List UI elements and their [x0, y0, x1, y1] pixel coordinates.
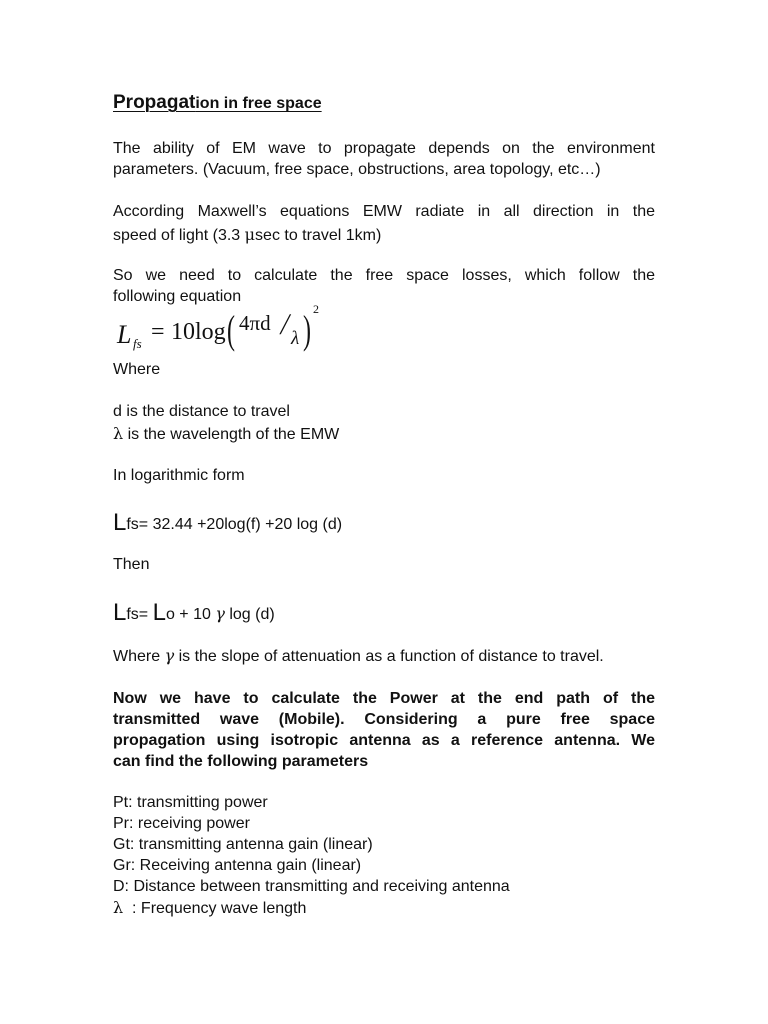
gamma-symbol: γ: [215, 604, 225, 623]
text-segment: is the slope of attenuation as a function of distance to travel.: [174, 648, 604, 665]
paragraph-line: transmitted wave (Mobile). Considering a pure free space: [113, 711, 655, 728]
gamma-definition: [113, 646, 604, 666]
list-item: D: Distance between transmitting and receiving antenna: [113, 878, 510, 895]
log-equation: [113, 509, 342, 537]
paragraph-losses: [113, 265, 655, 307]
list-item: Pt: transmitting power: [113, 794, 268, 811]
text-segment: fs=: [126, 606, 153, 623]
eq-left-paren: (: [227, 307, 235, 352]
eq-right-paren: ): [303, 307, 311, 352]
where-label: Where: [113, 361, 161, 378]
eq-subscript: fs: [133, 336, 142, 351]
paragraph-line: parameters. (Vacuum, free space, obstructions, area topology, etc…): [113, 161, 601, 178]
text-segment: log (d): [224, 606, 275, 623]
title-part-large: Propagat: [113, 92, 196, 113]
paragraph-line: propagation using isotropic antenna as a reference antenna. We: [113, 732, 655, 749]
text-segment: sec to travel 1km): [255, 227, 382, 244]
big-L: L: [113, 509, 127, 536]
parameter-list: [113, 792, 655, 919]
free-space-loss-equation: [115, 302, 319, 356]
paragraph-line: can find the following parameters: [113, 753, 369, 770]
text-segment: : Frequency wave length: [123, 900, 307, 917]
list-item: Pr: receiving power: [113, 815, 250, 832]
list-item: [113, 897, 655, 919]
eq-tenlog: 10log: [171, 319, 226, 345]
mu-symbol: μ: [244, 225, 256, 244]
paragraph-maxwell: [113, 201, 655, 246]
text-segment: fs= 32.44 +20log(f) +20 log (d): [126, 516, 343, 533]
lambda-symbol: λ: [113, 424, 124, 443]
power-paragraph: [113, 688, 655, 772]
title-part-small: ion in free space: [195, 95, 322, 112]
paragraph-line: The ability of EM wave to propagate depends on the environment: [113, 140, 655, 157]
section-title: [113, 92, 322, 114]
paragraph-line: Now we have to calculate the Power at the end path of the: [113, 690, 655, 707]
eq-slash: /: [278, 308, 293, 341]
definition-lambda: [113, 424, 339, 444]
list-item: Gt: transmitting antenna gain (linear): [113, 836, 373, 853]
paragraph-line: According Maxwell’s equations EMW radiate in all direction in the: [113, 203, 655, 220]
definition-d: d is the distance to travel: [113, 403, 290, 420]
text-segment: Where: [113, 648, 165, 665]
slope-equation: [113, 599, 275, 627]
eq-lambda: λ: [291, 328, 300, 349]
eq-numerator: 4πd: [239, 311, 271, 335]
text-segment: speed of light (3.3: [113, 227, 245, 244]
list-item: Gr: Receiving antenna gain (linear): [113, 857, 362, 874]
lambda-symbol: λ: [113, 898, 124, 917]
paragraph-environment: [113, 138, 655, 180]
eq-exponent: 2: [313, 302, 319, 316]
big-L: L: [152, 599, 166, 626]
paragraph-line: So we need to calculate the free space losses, which follow the: [113, 267, 655, 284]
gamma-symbol: γ: [164, 646, 175, 665]
eq-equals: =: [151, 319, 165, 345]
text-segment: o + 10: [165, 606, 216, 623]
paragraph-line: [113, 224, 655, 246]
then-label: Then: [113, 556, 150, 573]
text-segment: is the wavelength of the EMW: [123, 426, 340, 443]
paragraph-line: following equation: [113, 288, 242, 305]
big-L: L: [113, 599, 127, 626]
eq-L: L: [117, 320, 132, 349]
log-form-label: In logarithmic form: [113, 467, 245, 484]
